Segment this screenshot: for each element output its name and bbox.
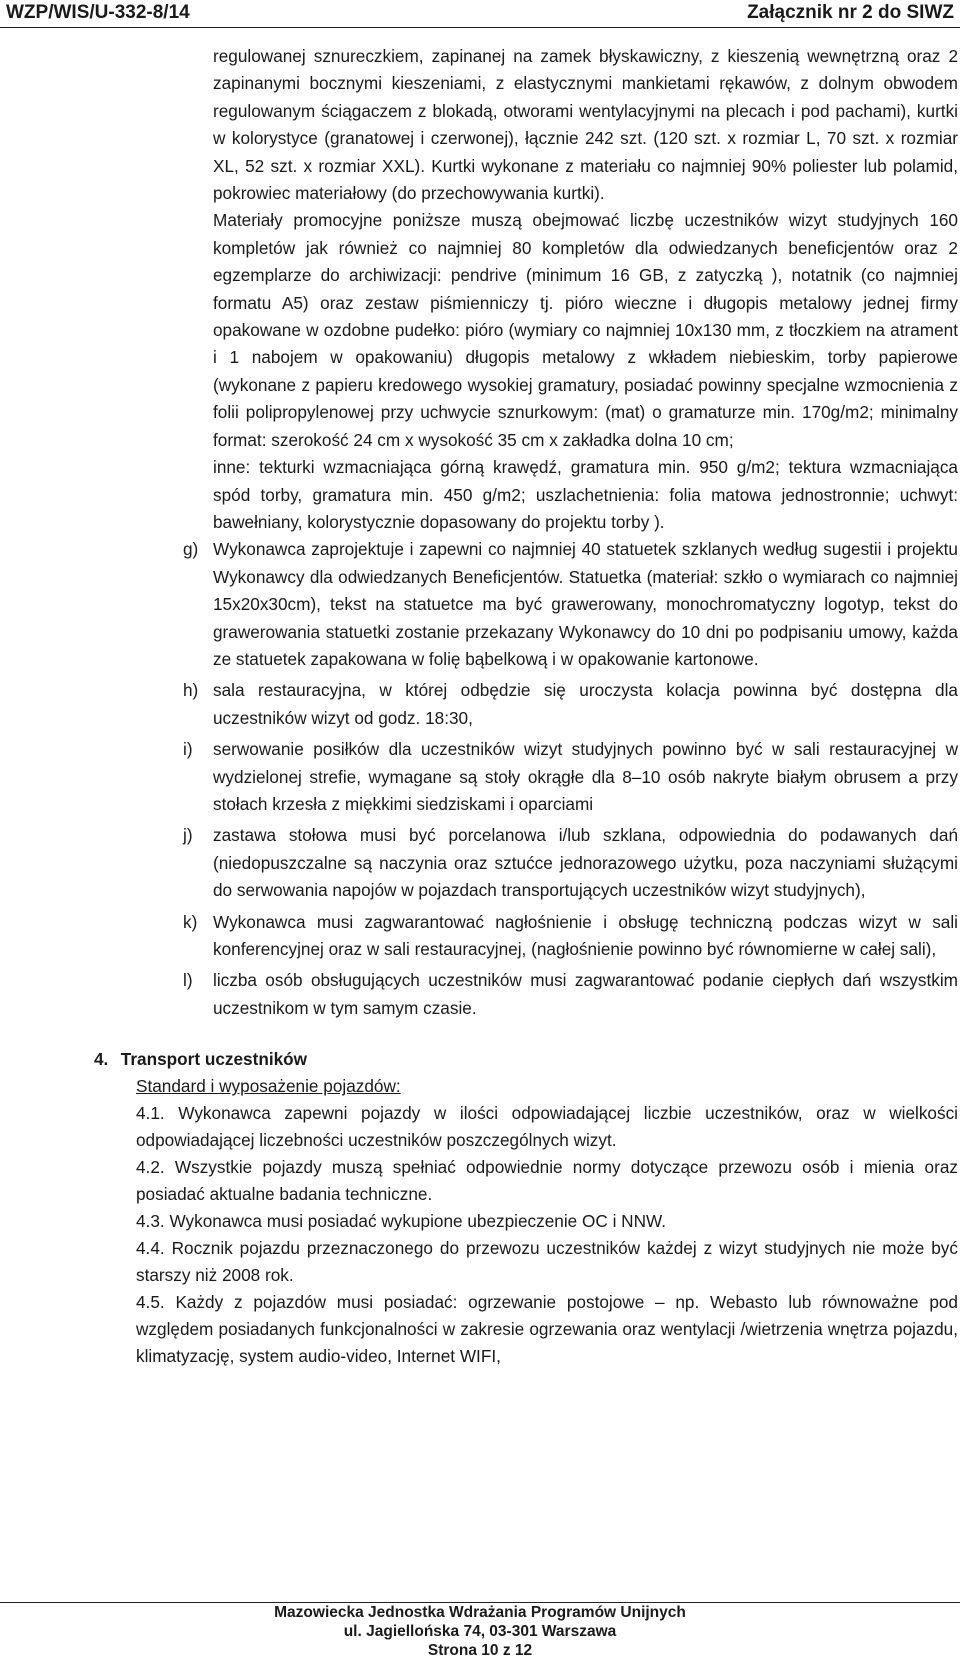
section-point: 4.1. Wykonawca zapewni pojazdy w ilości odpowiadającej liczbie uczestników, oraz w wielkości odpowiadającej liczebności uczestników poszczególnych wizyt. xyxy=(136,1103,958,1151)
list-item-text: Wykonawca zaprojektuje i zapewni co najmniej 40 statuetek szklanych według sugestii i projektu Wykonawcy dla odwiedzanych Beneficjentów. Statuetka (materiał: szkło o wymiarach co najmniej 15x20x30cm), tekst na statuetce ma być grawerowany, monochromatyczny logotyp, tekst do grawerowania statuetki zostanie przekazany Wykonawcy do 10 dni po podpisaniu umowy, każda ze statuetek zapakowana w folię bąbelkową i w opakowanie kartonowe. xyxy=(213,539,958,669)
list-item-g xyxy=(0,536,960,673)
page-number: Strona 10 z 12 xyxy=(427,1642,533,1659)
list-item-h xyxy=(0,677,960,732)
page-footer xyxy=(0,1603,960,1662)
page-header xyxy=(0,0,960,30)
page-body xyxy=(0,43,960,1370)
list-marker: l) xyxy=(183,970,193,991)
section-point: 4.2. Wszystkie pojazdy muszą spełniać odpowiednie normy dotyczące przewozu osób i mienia oraz posiadać aktualne badania techniczne. xyxy=(136,1157,958,1205)
list-item-i xyxy=(0,736,960,818)
attachment-label: Załącznik nr 2 do SIWZ xyxy=(747,2,954,23)
paragraph-promo-materials: Materiały promocyjne poniższe muszą obejmować liczbę uczestników wizyt studyjnych 160 kompletów jak również co najmniej 80 kompletów dla odwiedzanych beneficjentów oraz 2 egzemplarze do archiwizacji: pendrive (minimum 16 GB, z zatyczką ), notatnik (co najmniej formatu A5) oraz zestaw piśmienniczy tj. pióro wieczne i długopis metalowy jednej firmy opakowane w ozdobne pudełko: pióro (wymiary co najmniej 10x130 mm, z tłoczkiem na atrament i 1 nabojem w opakowaniu) długopis metalowy z wkładem niebieskim, torby papierowe (wykonane z papieru kredowego wysokiej gramatury, posiadać powinny specjalne wzmocnienia z folii polipropylenowej przy uchwycie sznurkowym: (mat) o gramaturze min. 170g/m2; minimalny format: szerokość 24 cm x wysokość 35 cm x zakładka dolna 10 cm; xyxy=(213,210,958,450)
list-item-text: zastawa stołowa musi być porcelanowa i/lub szklana, odpowiednia do podawanych dań (niedopuszczalne są naczynia oraz sztućce jednorazowego użytku, poza naczyniami służącymi do serwowania napojów w pojazdach transportujących uczestników wizyt studyjnych), xyxy=(213,825,958,901)
header-divider xyxy=(0,27,960,28)
paragraph-jackets: regulowanej sznureczkiem, zapinanej na zamek błyskawiczny, z kieszenią wewnętrzną oraz 2 zapinanymi bocznymi kieszeniami, z elastycznymi mankietami rękawów, z dolnym obwodem regulowanym ściągaczem z blokadą, otworami wentylacyjnymi na plecach i pod pachami), kurtki w kolorystyce (granatowej i czerwonej), łącznie 242 szt. (120 szt. x rozmiar L, 70 szt. x rozmiar XL, 52 szt. x rozmiar XXL). Kurtki wykonane z materiału co najmniej 90% poliester lub polamid, pokrowiec materiałowy (do przechowywania kurtki). xyxy=(213,46,958,204)
list-item-text: liczba osób obsługujących uczestników musi zagwarantować podanie ciepłych dań wszystkim uczestnikom w tym samym czasie. xyxy=(213,970,958,1018)
list-item-text: sala restauracyjna, w której odbędzie się uroczysta kolacja powinna być dostępna dla uczestników wizyt od godz. 18:30, xyxy=(213,680,958,728)
list-item-text: serwowanie posiłków dla uczestników wizyt studyjnych powinno być w sali restauracyjnej w wydzielonej strefie, wymagane są stoły okrągłe dla 8–10 osób nakryte białym obrusem a przy stołach krzesła z miękkimi siedziskami i oparciami xyxy=(213,739,958,814)
list-item-l xyxy=(0,967,960,1022)
footer-organization: Mazowiecka Jednostka Wdrażania Programów Unijnych xyxy=(274,1604,686,1621)
list-marker: k) xyxy=(183,911,198,932)
footer-address: ul. Jagiellońska 74, 03-301 Warszawa xyxy=(343,1623,617,1640)
section-title: Transport uczestników xyxy=(120,1049,308,1070)
list-item-k xyxy=(0,909,960,964)
list-marker: j) xyxy=(183,825,193,846)
intro-block xyxy=(0,43,960,536)
section-point: 4.4. Rocznik pojazdu przeznaczonego do przewozu uczestników każdej z wizyt studyjnych nie może być starszy niż 2008 rok. xyxy=(136,1238,958,1286)
section-number: 4. xyxy=(94,1049,109,1070)
section-heading xyxy=(94,1046,958,1073)
section-point: 4.3. Wykonawca musi posiadać wykupione ubezpieczenie OC i NNW. xyxy=(136,1211,667,1232)
document-reference: WZP/WIS/U-332-8/14 xyxy=(6,2,190,23)
section-subheading: Standard i wyposażenie pojazdów: xyxy=(136,1076,401,1097)
list-marker: i) xyxy=(183,739,193,760)
list-marker: h) xyxy=(183,680,199,701)
section-transport xyxy=(0,1046,960,1370)
section-point: 4.5. Każdy z pojazdów musi posiadać: ogrzewanie postojowe – np. Webasto lub równoważne pod względem posiadanych funkcjonalności w zakresie ogrzewania oraz wentylacji /wietrzenia wnętrza pojazdu, klimatyzację, system audio-video, Internet WIFI, xyxy=(136,1292,958,1367)
list-marker: g) xyxy=(183,539,199,560)
list-item-text: Wykonawca musi zagwarantować nagłośnienie i obsługę techniczną podczas wizyt w sali konferencyjnej oraz w sali restauracyjnej, (nagłośnienie powinno być równomierne w całej sali), xyxy=(213,911,958,959)
list-item-j xyxy=(0,822,960,904)
paragraph-bag-details: inne: tekturki wzmacniająca górną krawędź, gramatura min. 950 g/m2; tektura wzmacniająca spód torby, gramatura min. 450 g/m2; uszlachetnienia: folia matowa jednostronnie; uchwyt: bawełniany, kolorystycznie dopasowany do projektu torby ). xyxy=(213,457,958,532)
